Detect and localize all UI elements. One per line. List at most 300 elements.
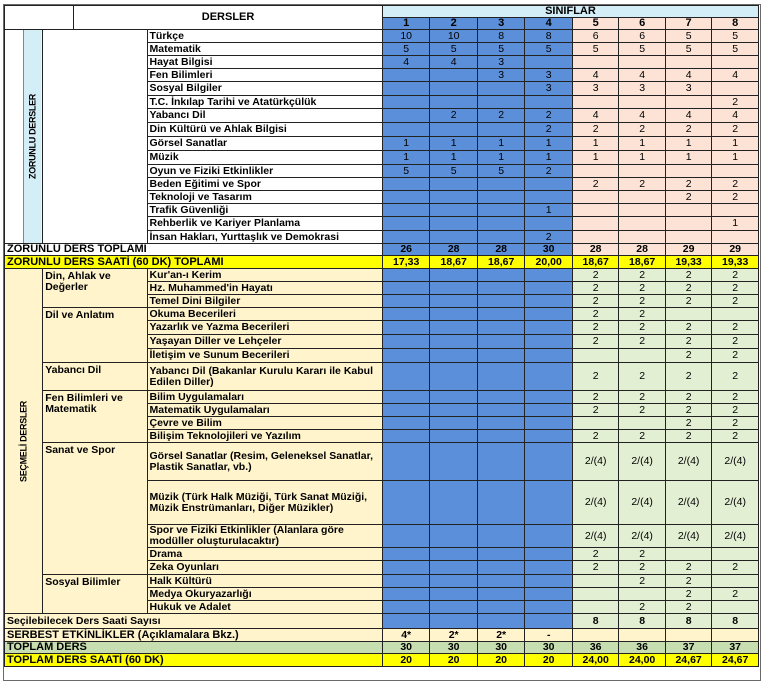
grade-6-value: 3: [619, 82, 665, 96]
grade-4-value: 20: [525, 654, 573, 667]
grade-5-value: 24,00: [572, 654, 618, 667]
grade-1-value: [382, 443, 430, 481]
grade-8-value: [712, 231, 759, 244]
elective-course-name: Yaşayan Diller ve Lehçeler: [147, 335, 382, 349]
grade-3-value: 30: [477, 642, 525, 654]
grade-4-value: [525, 391, 573, 404]
grade-5-value: 2: [572, 548, 618, 561]
grade-8-value: 4: [712, 109, 759, 123]
dersler-header: DERSLER: [74, 6, 383, 30]
zorunlu-section-label: ZORUNLU DERSLER: [23, 30, 43, 244]
grade-3-value: [477, 417, 525, 430]
grade-5-value: [572, 96, 618, 109]
grade-2-value: [430, 391, 478, 404]
grade-5-value: 36: [572, 642, 618, 654]
grade-2-value: 20: [430, 654, 478, 667]
grade-7-value: [665, 548, 711, 561]
grade-2-value: 30: [430, 642, 478, 654]
grade-3-value: [477, 123, 525, 137]
grade-8-value: 2: [712, 96, 759, 109]
grade-3-value: [477, 430, 525, 443]
elective-course-name: Medya Okuryazarlığı: [147, 588, 382, 601]
secmeli-group-name: Fen Bilimleri ve Matematik: [43, 391, 147, 443]
grade-5-value: 2: [572, 269, 618, 282]
grade-3-value: [477, 588, 525, 601]
grade-4-value: 5: [525, 43, 573, 56]
grade-6-value: 8: [619, 614, 665, 629]
grade-3-value: [477, 82, 525, 96]
grade-3-value: 1: [477, 151, 525, 165]
grade-6-value: [619, 629, 665, 642]
grade-8-value: 2/(4): [712, 525, 759, 548]
grade-3-value: [477, 178, 525, 191]
grade-3-value: [477, 481, 525, 525]
grade-6-value: 2: [619, 308, 665, 321]
grade-3-value: [477, 443, 525, 481]
grade-8-value: 19,33: [712, 256, 759, 269]
grade-5-value: [572, 217, 618, 231]
grade-1-value: 30: [382, 642, 430, 654]
grade-1-value: 5: [382, 165, 430, 178]
grade-2-value: [430, 204, 478, 217]
elective-course-name: Zeka Oyunları: [147, 561, 382, 575]
grade-5-value: [572, 349, 618, 363]
grade-1-value: [382, 231, 430, 244]
grade-5-value: [572, 629, 618, 642]
grade-7-value: 19,33: [665, 256, 711, 269]
grade-header-3: 3: [477, 18, 525, 30]
grade-4-value: [525, 56, 573, 69]
secmeli-group-name: Dil ve Anlatım: [43, 308, 147, 363]
grade-1-value: 1: [382, 151, 430, 165]
grade-4-value: [525, 614, 573, 629]
grade-5-value: 5: [572, 43, 618, 56]
elective-course-name: Görsel Sanatlar (Resim, Geleneksel Sanatlar, Plastik Sanatlar, vb.): [147, 443, 382, 481]
grade-4-value: 30: [525, 642, 573, 654]
grade-4-value: [525, 308, 573, 321]
grade-3-value: 3: [477, 69, 525, 82]
grade-6-value: 6: [619, 30, 665, 43]
grade-8-value: 2: [712, 282, 759, 295]
grade-1-value: [382, 391, 430, 404]
grade-7-value: [665, 217, 711, 231]
grade-8-value: [712, 204, 759, 217]
secmeli-group-name: Sanat ve Spor: [43, 443, 147, 575]
grade-3-value: [477, 191, 525, 204]
grade-4-value: [525, 96, 573, 109]
grade-7-value: 2: [665, 391, 711, 404]
grade-6-value: 2: [619, 321, 665, 335]
grade-2-value: 5: [430, 165, 478, 178]
grade-1-value: 17,33: [382, 256, 430, 269]
grade-4-value: [525, 349, 573, 363]
grade-1-value: [382, 363, 430, 391]
course-name: İnsan Hakları, Yurttaşlık ve Demokrasi: [147, 231, 382, 244]
grade-1-value: [382, 269, 430, 282]
zorunlu-hours-label: ZORUNLU DERS SAATİ (60 DK) TOPLAMI: [5, 256, 383, 269]
grade-8-value: 2: [712, 430, 759, 443]
grade-2-value: [430, 217, 478, 231]
grade-4-value: [525, 588, 573, 601]
course-name: Rehberlik ve Kariyer Planlama: [147, 217, 382, 231]
grade-2-value: [430, 525, 478, 548]
grade-1-value: [382, 282, 430, 295]
grade-6-value: 2: [619, 295, 665, 308]
grade-8-value: 2: [712, 178, 759, 191]
grade-7-value: 2: [665, 335, 711, 349]
grade-header-8: 8: [712, 18, 759, 30]
grade-5-value: 2: [572, 123, 618, 137]
grade-2-value: [430, 349, 478, 363]
grade-6-value: 2: [619, 575, 665, 588]
grade-7-value: 37: [665, 642, 711, 654]
grade-3-value: [477, 363, 525, 391]
grade-4-value: 3: [525, 69, 573, 82]
grade-7-value: [665, 56, 711, 69]
grade-8-value: [712, 548, 759, 561]
course-name: Matematik: [147, 43, 382, 56]
grade-6-value: 2/(4): [619, 481, 665, 525]
grade-7-value: [665, 308, 711, 321]
grade-6-value: 4: [619, 109, 665, 123]
grade-1-value: [382, 430, 430, 443]
grade-4-value: [525, 321, 573, 335]
grade-header-2: 2: [430, 18, 478, 30]
grade-3-value: [477, 231, 525, 244]
grade-5-value: 8: [572, 614, 618, 629]
grade-3-value: [477, 404, 525, 417]
grade-1-value: [382, 191, 430, 204]
grade-6-value: [619, 588, 665, 601]
grade-3-value: 5: [477, 165, 525, 178]
grade-2-value: [430, 404, 478, 417]
grade-8-value: 2: [712, 588, 759, 601]
grade-6-value: 2: [619, 269, 665, 282]
grade-3-value: 2*: [477, 629, 525, 642]
grade-5-value: 2: [572, 178, 618, 191]
grade-3-value: [477, 96, 525, 109]
grade-2-value: [430, 548, 478, 561]
grade-8-value: 2: [712, 321, 759, 335]
grade-2-value: [430, 96, 478, 109]
grade-3-value: [477, 601, 525, 614]
grade-header-6: 6: [619, 18, 665, 30]
grade-8-value: 2: [712, 191, 759, 204]
grade-7-value: 2: [665, 417, 711, 430]
grade-8-value: 29: [712, 244, 759, 256]
grade-5-value: 2: [572, 282, 618, 295]
grade-2-value: [430, 82, 478, 96]
grade-7-value: 2: [665, 601, 711, 614]
grade-2-value: [430, 123, 478, 137]
grade-1-value: [382, 321, 430, 335]
grade-7-value: 2: [665, 404, 711, 417]
grade-7-value: [665, 96, 711, 109]
elective-course-name: Temel Dini Bilgiler: [147, 295, 382, 308]
grade-5-value: 2: [572, 561, 618, 575]
elective-course-name: Okuma Becerileri: [147, 308, 382, 321]
grade-3-value: [477, 614, 525, 629]
grade-header-4: 4: [525, 18, 573, 30]
grade-7-value: 2: [665, 321, 711, 335]
grade-8-value: 2: [712, 363, 759, 391]
grade-header-5: 5: [572, 18, 618, 30]
grade-8-value: 2: [712, 561, 759, 575]
grade-6-value: [619, 204, 665, 217]
course-name: Yabancı Dil: [147, 109, 382, 123]
elective-course-name: Çevre ve Bilim: [147, 417, 382, 430]
grade-3-value: [477, 282, 525, 295]
secmeli-group-name: Sosyal Bilimler: [43, 575, 147, 614]
grade-3-value: [477, 561, 525, 575]
grade-1-value: [382, 614, 430, 629]
grade-1-value: [382, 404, 430, 417]
grade-3-value: [477, 349, 525, 363]
course-name: Din Kültürü ve Ahlak Bilgisi: [147, 123, 382, 137]
grade-8-value: 2: [712, 404, 759, 417]
grade-4-value: 3: [525, 82, 573, 96]
grade-2-value: [430, 295, 478, 308]
course-name: Oyun ve Fiziki Etkinlikler: [147, 165, 382, 178]
grade-4-value: [525, 548, 573, 561]
grade-2-value: [430, 269, 478, 282]
grade-4-value: 8: [525, 30, 573, 43]
siniflar-header: SINIFLAR: [382, 6, 758, 18]
grade-1-value: 20: [382, 654, 430, 667]
zorunlu-gap: [43, 30, 147, 244]
grade-4-value: 1: [525, 204, 573, 217]
grade-7-value: 2: [665, 123, 711, 137]
grade-1-value: [382, 109, 430, 123]
grade-8-value: 2: [712, 269, 759, 282]
grade-2-value: 1: [430, 137, 478, 151]
elective-course-name: Spor ve Fiziki Etkinlikler (Alanlara göre modüller oluşturulacaktır): [147, 525, 382, 548]
grade-6-value: 1: [619, 151, 665, 165]
grade-3-value: 3: [477, 56, 525, 69]
grade-7-value: 2: [665, 363, 711, 391]
grade-4-value: 1: [525, 137, 573, 151]
grade-7-value: [665, 231, 711, 244]
elective-course-name: İletişim ve Sunum Becerileri: [147, 349, 382, 363]
grade-8-value: 2: [712, 295, 759, 308]
grade-7-value: 2: [665, 430, 711, 443]
grade-1-value: [382, 575, 430, 588]
grade-5-value: [572, 204, 618, 217]
grade-7-value: 2: [665, 191, 711, 204]
grade-8-value: 2: [712, 417, 759, 430]
grade-2-value: [430, 575, 478, 588]
grade-7-value: 24,67: [665, 654, 711, 667]
elective-course-name: Kur'an-ı Kerim: [147, 269, 382, 282]
grade-7-value: [665, 629, 711, 642]
grade-8-value: 2/(4): [712, 481, 759, 525]
grade-4-value: [525, 481, 573, 525]
grade-6-value: 2/(4): [619, 443, 665, 481]
grade-7-value: 2/(4): [665, 443, 711, 481]
course-name: T.C. İnkılap Tarihi ve Atatürkçülük: [147, 96, 382, 109]
elective-course-name: Hz. Muhammed'in Hayatı: [147, 282, 382, 295]
grade-6-value: [619, 96, 665, 109]
grade-1-value: [382, 548, 430, 561]
grade-7-value: 2: [665, 282, 711, 295]
grade-6-value: 2/(4): [619, 525, 665, 548]
grade-7-value: 2: [665, 295, 711, 308]
grade-2-value: [430, 308, 478, 321]
grade-5-value: 1: [572, 151, 618, 165]
grade-5-value: 2: [572, 321, 618, 335]
grade-4-value: [525, 217, 573, 231]
grade-4-value: [525, 191, 573, 204]
grade-2-value: 1: [430, 151, 478, 165]
grade-4-value: [525, 601, 573, 614]
grade-8-value: 2/(4): [712, 443, 759, 481]
grade-6-value: 2: [619, 404, 665, 417]
grade-6-value: 36: [619, 642, 665, 654]
course-name: Hayat Bilgisi: [147, 56, 382, 69]
grade-2-value: [430, 282, 478, 295]
course-name: Beden Eğitimi ve Spor: [147, 178, 382, 191]
elective-course-name: Hukuk ve Adalet: [147, 601, 382, 614]
grade-1-value: 4*: [382, 629, 430, 642]
grade-6-value: [619, 417, 665, 430]
grade-3-value: [477, 217, 525, 231]
elective-course-name: Yazarlık ve Yazma Becerileri: [147, 321, 382, 335]
grade-5-value: [572, 56, 618, 69]
grade-8-value: [712, 601, 759, 614]
grade-1-value: [382, 82, 430, 96]
grade-2-value: 28: [430, 244, 478, 256]
grade-3-value: 28: [477, 244, 525, 256]
grade-1-value: [382, 96, 430, 109]
grade-1-value: [382, 123, 430, 137]
grade-6-value: 2: [619, 561, 665, 575]
grade-2-value: [430, 561, 478, 575]
grade-4-value: [525, 282, 573, 295]
grade-2-value: 5: [430, 43, 478, 56]
grade-4-value: [525, 443, 573, 481]
grade-2-value: [430, 430, 478, 443]
grade-4-value: [525, 335, 573, 349]
grade-7-value: 2: [665, 349, 711, 363]
course-name: Müzik: [147, 151, 382, 165]
grade-4-value: [525, 561, 573, 575]
grade-1-value: [382, 588, 430, 601]
grade-2-value: [430, 69, 478, 82]
grade-1-value: 26: [382, 244, 430, 256]
grade-8-value: [712, 575, 759, 588]
grade-8-value: [712, 56, 759, 69]
grade-4-value: 20,00: [525, 256, 573, 269]
grade-3-value: [477, 269, 525, 282]
grade-7-value: 2: [665, 561, 711, 575]
grade-8-value: 8: [712, 614, 759, 629]
grade-3-value: [477, 548, 525, 561]
grade-3-value: [477, 391, 525, 404]
grade-7-value: 1: [665, 137, 711, 151]
elective-course-name: Yabancı Dil (Bakanlar Kurulu Kararı ile Kabul Edilen Diller): [147, 363, 382, 391]
grade-5-value: 2: [572, 308, 618, 321]
grade-6-value: [619, 349, 665, 363]
grade-5-value: [572, 191, 618, 204]
course-name: Türkçe: [147, 30, 382, 43]
grade-5-value: 18,67: [572, 256, 618, 269]
grade-2-value: 2: [430, 109, 478, 123]
grade-4-value: [525, 575, 573, 588]
grade-5-value: 6: [572, 30, 618, 43]
grade-1-value: [382, 69, 430, 82]
grade-4-value: [525, 430, 573, 443]
grade-3-value: [477, 204, 525, 217]
grade-5-value: 28: [572, 244, 618, 256]
grade-2-value: [430, 363, 478, 391]
grade-3-value: [477, 335, 525, 349]
grade-6-value: [619, 165, 665, 178]
course-name: Trafik Güvenliği: [147, 204, 382, 217]
grade-5-value: 2/(4): [572, 443, 618, 481]
grade-3-value: 18,67: [477, 256, 525, 269]
grade-6-value: 24,00: [619, 654, 665, 667]
grade-7-value: 2/(4): [665, 525, 711, 548]
grade-6-value: [619, 56, 665, 69]
grade-7-value: [665, 204, 711, 217]
grade-4-value: [525, 295, 573, 308]
elective-course-name: Bilişim Teknolojileri ve Yazılım: [147, 430, 382, 443]
grade-3-value: [477, 321, 525, 335]
grade-8-value: 5: [712, 43, 759, 56]
grade-3-value: 5: [477, 43, 525, 56]
grade-5-value: 2: [572, 295, 618, 308]
grade-5-value: 2: [572, 430, 618, 443]
header-blank: [5, 6, 74, 30]
grade-3-value: [477, 308, 525, 321]
grade-6-value: 2: [619, 282, 665, 295]
grade-6-value: 2: [619, 363, 665, 391]
grade-5-value: [572, 588, 618, 601]
grade-2-value: [430, 614, 478, 629]
grade-1-value: [382, 417, 430, 430]
grade-5-value: [572, 601, 618, 614]
grade-7-value: 2: [665, 575, 711, 588]
grade-3-value: 20: [477, 654, 525, 667]
grade-3-value: 1: [477, 137, 525, 151]
grade-3-value: 8: [477, 30, 525, 43]
grade-7-value: 4: [665, 69, 711, 82]
grade-5-value: [572, 417, 618, 430]
grade-8-value: 24,67: [712, 654, 759, 667]
grade-6-value: 28: [619, 244, 665, 256]
toplam-saat-label: TOPLAM DERS SAATİ (60 DK): [5, 654, 383, 667]
grade-7-value: 2: [665, 269, 711, 282]
course-name: Görsel Sanatlar: [147, 137, 382, 151]
grade-3-value: [477, 295, 525, 308]
grade-3-value: [477, 525, 525, 548]
grade-4-value: [525, 269, 573, 282]
grade-7-value: 2/(4): [665, 481, 711, 525]
grade-4-value: 2: [525, 165, 573, 178]
secmeli-group-name: Din, Ahlak ve Değerler: [43, 269, 147, 308]
grade-8-value: [712, 629, 759, 642]
grade-7-value: 8: [665, 614, 711, 629]
grade-8-value: [712, 308, 759, 321]
elective-course-name: Halk Kültürü: [147, 575, 382, 588]
grade-8-value: 2: [712, 349, 759, 363]
grade-6-value: 1: [619, 137, 665, 151]
grade-4-value: [525, 363, 573, 391]
course-name: Sosyal Bilgiler: [147, 82, 382, 96]
grade-1-value: [382, 308, 430, 321]
course-name: Fen Bilimleri: [147, 69, 382, 82]
secmeli-section-label: SEÇMELİ DERSLER: [5, 269, 43, 614]
